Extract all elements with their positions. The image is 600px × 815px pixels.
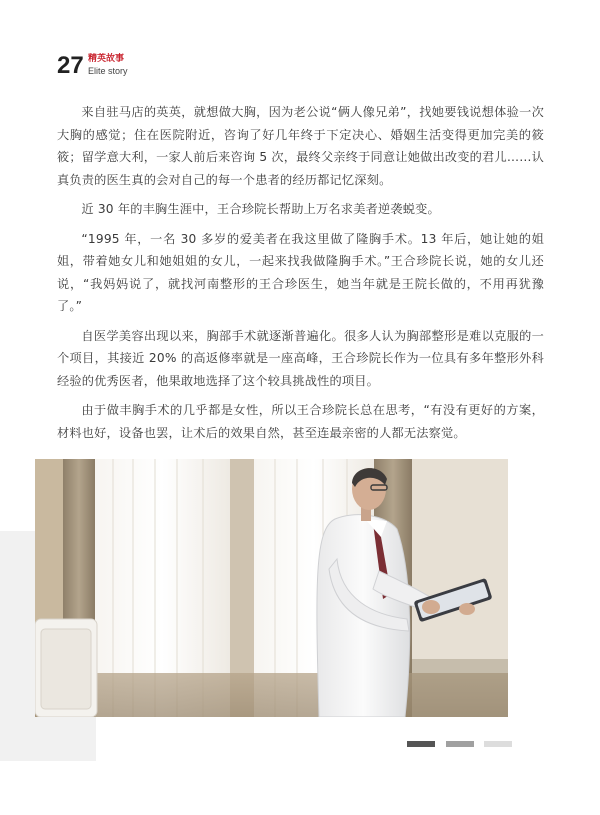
section-title-cn: 精英故事 (88, 54, 125, 64)
page-indicator-1 (407, 741, 435, 747)
page-indicator-3 (484, 741, 512, 747)
page-indicator-2 (446, 741, 474, 747)
paragraph-5: 由于做丰胸手术的几乎都是女性，所以王合珍院长总在思考，“有没有更好的方案，材料也好，设备也罢，让术后的效果自然，甚至连最亲密的人都无法察觉。 (57, 403, 544, 440)
paragraph-2: 近 30 年的丰胸生涯中，王合珍院长帮助上万名求美者逆袭蜕变。 (81, 202, 440, 216)
paragraph-4: 自医学美容出现以来，胸部手术就逐渐普遍化。很多人认为胸部整形是难以克服的一个项目，其接近 20% 的高返修率就是一座高峰，王合珍院长作为一位具有多年整形外科经验的优秀医者，他果敢地选择了这个较具挑战性的项目。 (57, 328, 544, 388)
paragraph-1: 来自驻马店的英英，就想做大胸，因为老公说“俩人像兄弟”，找她要钱说想体验一次大胸的感觉；住在医院附近，咨询了好几年终于下定决心、婚姻生活变得更加完美的筱筱；留学意大利，一家人前后来咨询 5 次，最终父亲终于同意让她做出改变的君儿……认真负责的医生真的会对自己的每一个患者的经历都记忆深刻。 (57, 105, 544, 187)
article-body (57, 101, 544, 451)
page-number: 27 (57, 52, 84, 79)
doctor-photo (35, 459, 508, 717)
section-title-en: Elite story (88, 66, 128, 76)
paragraph-3: “1995 年，一名 30 多岁的爱美者在我这里做了隆胸手术。13 年后，她让她的姐姐，带着她女儿和她姐姐的女儿，一起来找我做隆胸手术。”王合珍院长说，她的女儿还说，“我妈妈说了，就找河南整形的王合珍医生，她当年就是王院长做的，不用再犹豫了。” (57, 231, 544, 313)
